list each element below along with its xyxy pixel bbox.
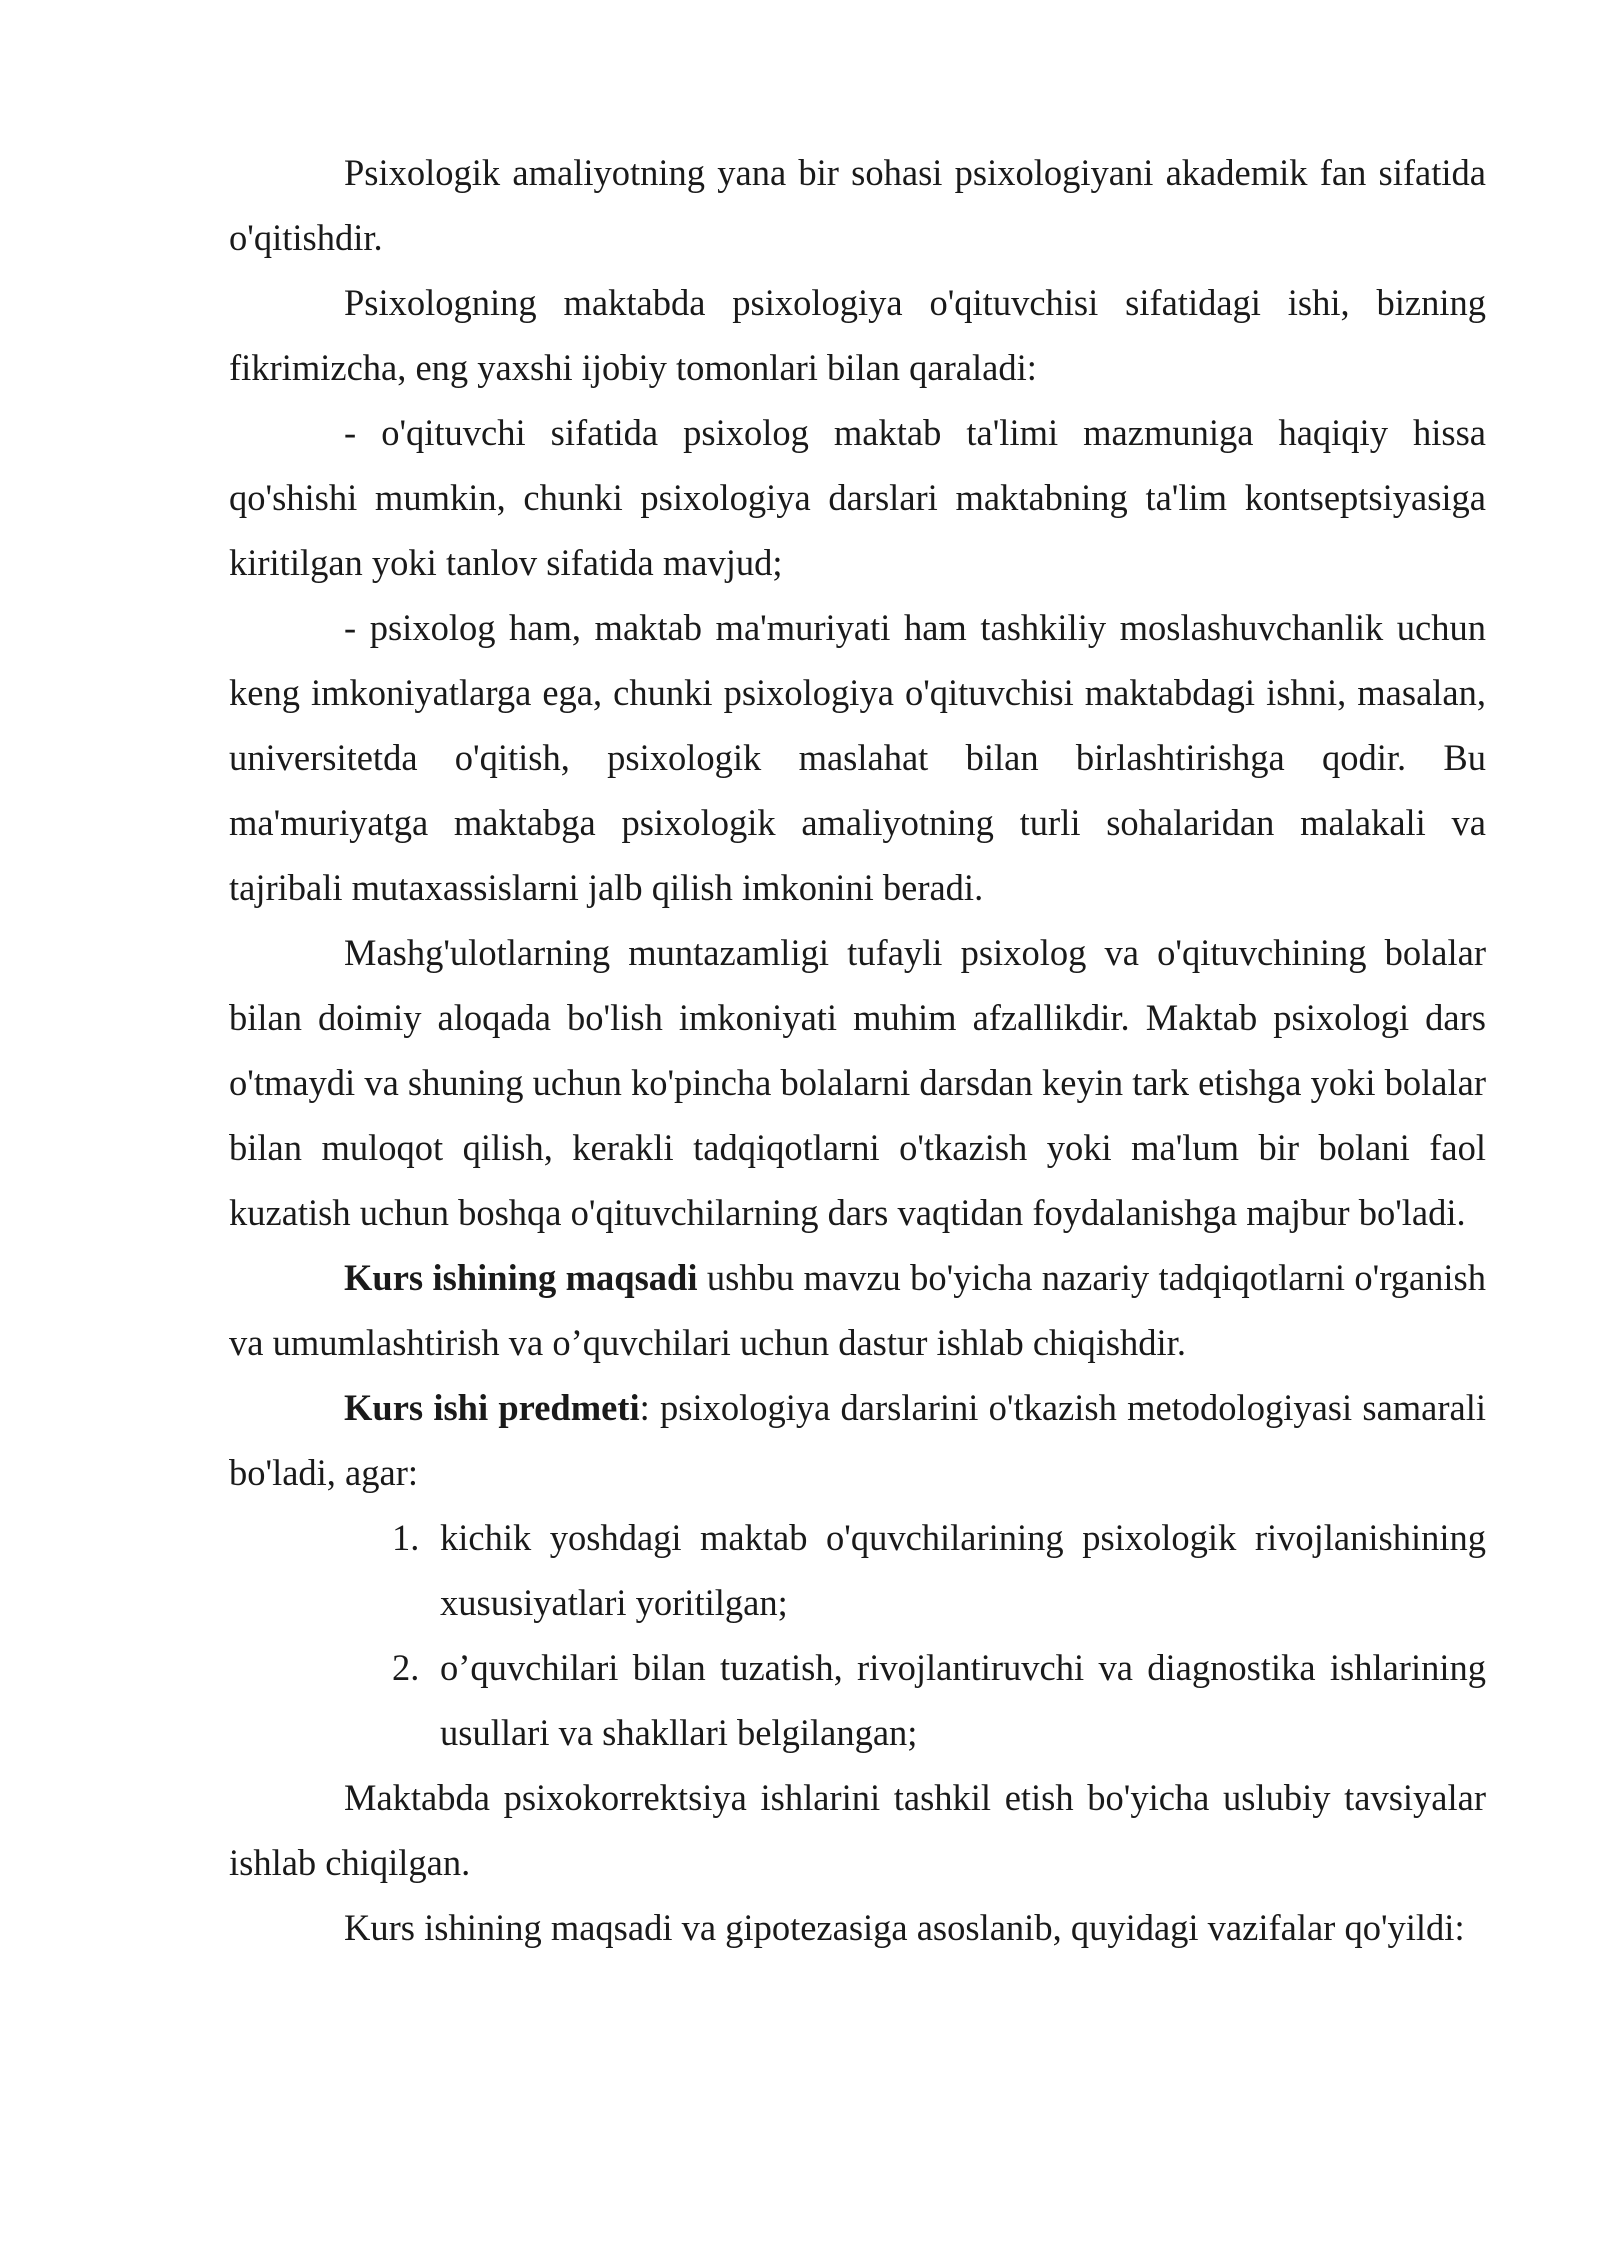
paragraph: Psixologning maktabda psixologiya o'qituvchisi sifatidagi ishi, bizning fikrimizcha, eng yaxshi ijobiy tomonlari bilan qaraladi: bbox=[229, 282, 1486, 388]
paragraph: Kurs ishining maqsadi va gipotezasiga asoslanib, quyidagi vazifalar qo'yildi: bbox=[344, 1907, 1465, 1948]
paragraph: Psixologik amaliyotning yana bir sohasi psixologiyani akademik fan sifatida o'qitishdir. bbox=[229, 152, 1486, 258]
paragraph-goal bbox=[229, 1245, 1486, 1375]
list-item-text: kichik yoshdagi maktab o'quvchilarining psixologik rivojlanishining xususiyatlari yoritilgan; bbox=[440, 1517, 1486, 1623]
paragraph: - o'qituvchi sifatida psixolog maktab ta'limi mazmuniga haqiqiy hissa qo'shishi mumkin, chunki psixologiya darslari maktabning ta'lim kontseptsiyasiga kiritilgan yoki tanlov sifatida mavjud; bbox=[229, 412, 1486, 583]
document-page bbox=[229, 140, 1486, 1960]
goal-heading: Kurs ishining maqsadi bbox=[344, 1257, 698, 1298]
paragraph-subject bbox=[229, 1375, 1486, 1505]
subject-text: : psixologiya darslarini o'tkazish metodologiyasi samarali bo'ladi, agar: bbox=[229, 1387, 1487, 1493]
list-marker: 1. bbox=[392, 1517, 420, 1558]
paragraph: Maktabda psixokorrektsiya ishlarini tashkil etish bo'yicha uslubiy tavsiyalar ishlab chiqilgan. bbox=[229, 1777, 1486, 1883]
numbered-list bbox=[229, 1505, 1486, 1765]
subject-heading: Kurs ishi predmeti bbox=[344, 1387, 640, 1428]
goal-text: ushbu mavzu bo'yicha nazariy tadqiqotlarni o'rganish va umumlashtirish va o’quvchilari uchun dastur ishlab chiqishdir. bbox=[229, 1257, 1486, 1363]
list-marker: 2. bbox=[392, 1647, 420, 1688]
list-item bbox=[229, 1505, 1486, 1635]
list-item-text: o’quvchilari bilan tuzatish, rivojlantiruvchi va diagnostika ishlarining usullari va shakllari belgilangan; bbox=[440, 1647, 1486, 1753]
paragraph: Mashg'ulotlarning muntazamligi tufayli psixolog va o'qituvchining bolalar bilan doimiy aloqada bo'lish imkoniyati muhim afzallikdir. Maktab psixologi dars o'tmaydi va shuning uchun ko'pincha bolalarni darsdan keyin tark etishga yoki bolalar bilan muloqot qilish, kerakli tadqiqotlarni o'tkazish yoki ma'lum bir bolani faol kuzatish uchun boshqa o'qituvchilarning dars vaqtidan foydalanishga majbur bo'ladi. bbox=[229, 932, 1486, 1233]
list-item bbox=[229, 1635, 1486, 1765]
paragraph: - psixolog ham, maktab ma'muriyati ham tashkiliy moslashuvchanlik uchun keng imkoniyatlarga ega, chunki psixologiya o'qituvchisi maktabdagi ishni, masalan, universitetda o'qitish, psixologik maslahat bilan birlashtirishga qodir. Bu ma'muriyatga maktabga psixologik amaliyotning turli sohalaridan malakali va tajribali mutaxassislarni jalb qilish imkonini beradi. bbox=[229, 607, 1486, 908]
